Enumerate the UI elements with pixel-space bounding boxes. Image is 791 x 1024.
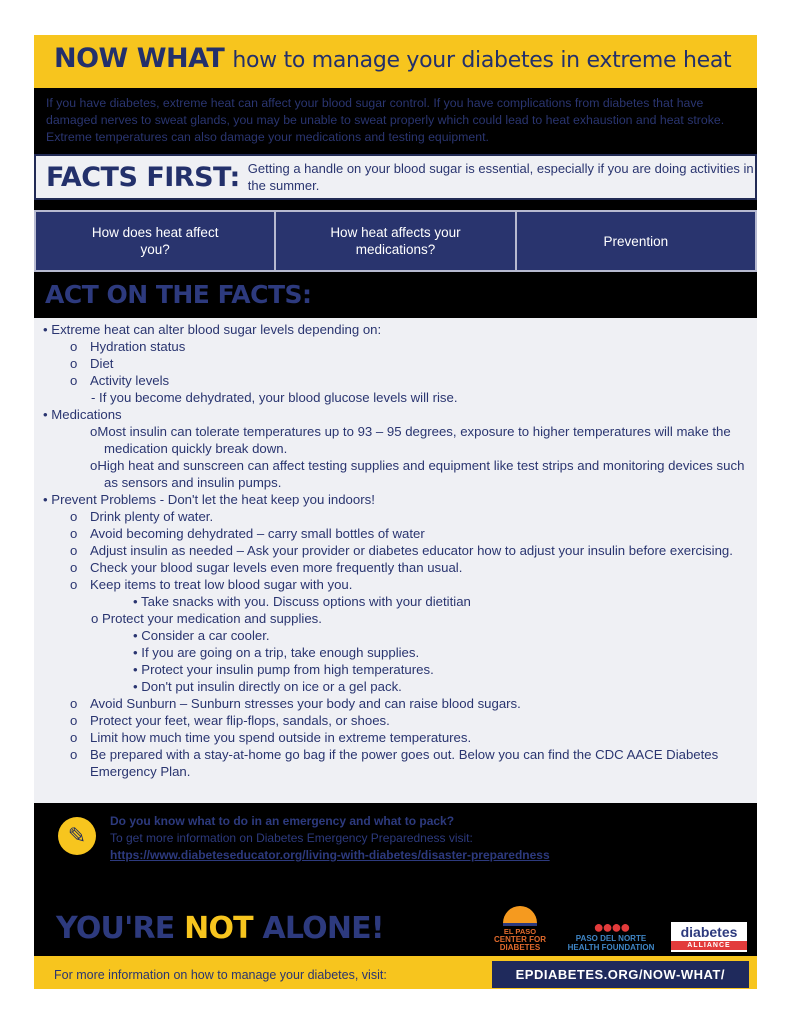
- list-item: o Adjust insulin as needed – Ask your provider or diabetes educator how to adjust your insulin before exercising.: [70, 543, 733, 558]
- list-item: • Extreme heat can alter blood sugar levels depending on:: [43, 322, 382, 337]
- act-title: ACT ON THE FACTS:: [45, 280, 312, 309]
- list-item: o Drink plenty of water.: [70, 509, 214, 524]
- list-item: o Hydration status: [70, 339, 186, 354]
- tab-heat-affect[interactable]: How does heat affect you?: [36, 212, 274, 270]
- topic-tabs: [34, 210, 757, 272]
- list-item: o Keep items to treat low blood sugar with you.: [70, 577, 353, 592]
- list-item: • Prevent Problems - Don't let the heat keep you indoors!: [43, 492, 375, 507]
- paso-del-norte-logo: ●●●● PASO DEL NORTE HEALTH FOUNDATION: [563, 923, 659, 952]
- page-header: [34, 35, 757, 88]
- list-item: • Take snacks with you. Discuss options with your dietitian: [133, 594, 471, 609]
- facts-title: FACTS FIRST:: [46, 161, 240, 193]
- page-footer: [34, 956, 757, 989]
- list-item: o Diet: [70, 356, 114, 371]
- people-icon: ●●●●: [593, 917, 629, 937]
- pencil-icon: ✎: [58, 817, 96, 855]
- list-item: o Avoid Sunburn – Sunburn stresses your body and can raise blood sugars.: [70, 696, 521, 711]
- intro-text: If you have diabetes, extreme heat can affect your blood sugar control. If you have complications from diabetes that have damaged nerves to sweat glands, you may be unable to sweat properly which could lead to heat exhaustion and heat stroke. Extreme temperatures can also damage your medications and testing equipment.: [46, 96, 725, 144]
- list-item: • Consider a car cooler.: [133, 628, 270, 643]
- list-item: o Protect your feet, wear flip-flops, sandals, or shoes.: [70, 713, 390, 728]
- list-item: o Check your blood sugar levels even more frequently than usual.: [70, 560, 463, 575]
- list-item: o Protect your medication and supplies.: [91, 611, 322, 626]
- diabetes-alliance-logo: diabetes ALLIANCE: [671, 922, 747, 952]
- el-paso-center-logo: EL PASO CENTER FOR DIABETES: [489, 906, 551, 952]
- alone-row: [34, 878, 757, 956]
- tab-medications[interactable]: How heat affects your medications?: [276, 212, 514, 270]
- footer-text: For more information on how to manage your diabetes, visit:: [54, 967, 387, 982]
- sun-icon: [503, 906, 537, 926]
- list-item: oHigh heat and sunscreen can affect testing supplies and equipment like test strips and monitoring devices such as sensors and insulin pumps.: [90, 458, 745, 490]
- list-item: • Protect your insulin pump from high temperatures.: [133, 662, 434, 677]
- facts-first-banner: [34, 154, 757, 200]
- list-item: oMost insulin can tolerate temperatures up to 93 – 95 degrees, exposure to higher temperatures will make the medication quickly break down.: [90, 424, 731, 456]
- list-item: • If you are going on a trip, take enough supplies.: [133, 645, 420, 660]
- facts-content: [34, 318, 757, 803]
- list-item: • Medications: [43, 407, 122, 422]
- list-item: • Don't put insulin directly on ice or a gel pack.: [133, 679, 402, 694]
- tab-prevention[interactable]: Prevention: [517, 212, 755, 270]
- partner-logos: [489, 906, 747, 952]
- facts-text: Getting a handle on your blood sugar is essential, especially if you are doing activities in the summer.: [247, 161, 754, 193]
- emergency-question: Do you know what to do in an emergency and what to pack?: [110, 814, 455, 828]
- emergency-section: [34, 803, 757, 878]
- flyer-page: [34, 35, 757, 989]
- emergency-text: [110, 813, 550, 864]
- header-subtitle: how to manage your diabetes in extreme heat: [232, 48, 732, 73]
- header-title: NOW WHAT: [54, 43, 225, 74]
- emergency-link[interactable]: https://www.diabeteseducator.org/living-with-diabetes/disaster-preparedness: [110, 848, 550, 862]
- emergency-info: To get more information on Diabetes Emergency Preparedness visit:: [110, 831, 473, 845]
- not-alone-slogan: YOU'RE NOT ALONE!: [56, 911, 384, 946]
- footer-url[interactable]: EPDIABETES.ORG/NOW-WHAT/: [492, 961, 749, 988]
- list-item: o Avoid becoming dehydrated – carry small bottles of water: [70, 526, 425, 541]
- list-item: - If you become dehydrated, your blood glucose levels will rise.: [91, 390, 458, 405]
- list-item: o Be prepared with a stay-at-home go bag if the power goes out. Below you can find the CDC AACE Diabetes Emergency Plan.: [70, 747, 719, 779]
- list-item: o Activity levels: [70, 373, 170, 388]
- list-item: o Limit how much time you spend outside in extreme temperatures.: [70, 730, 472, 745]
